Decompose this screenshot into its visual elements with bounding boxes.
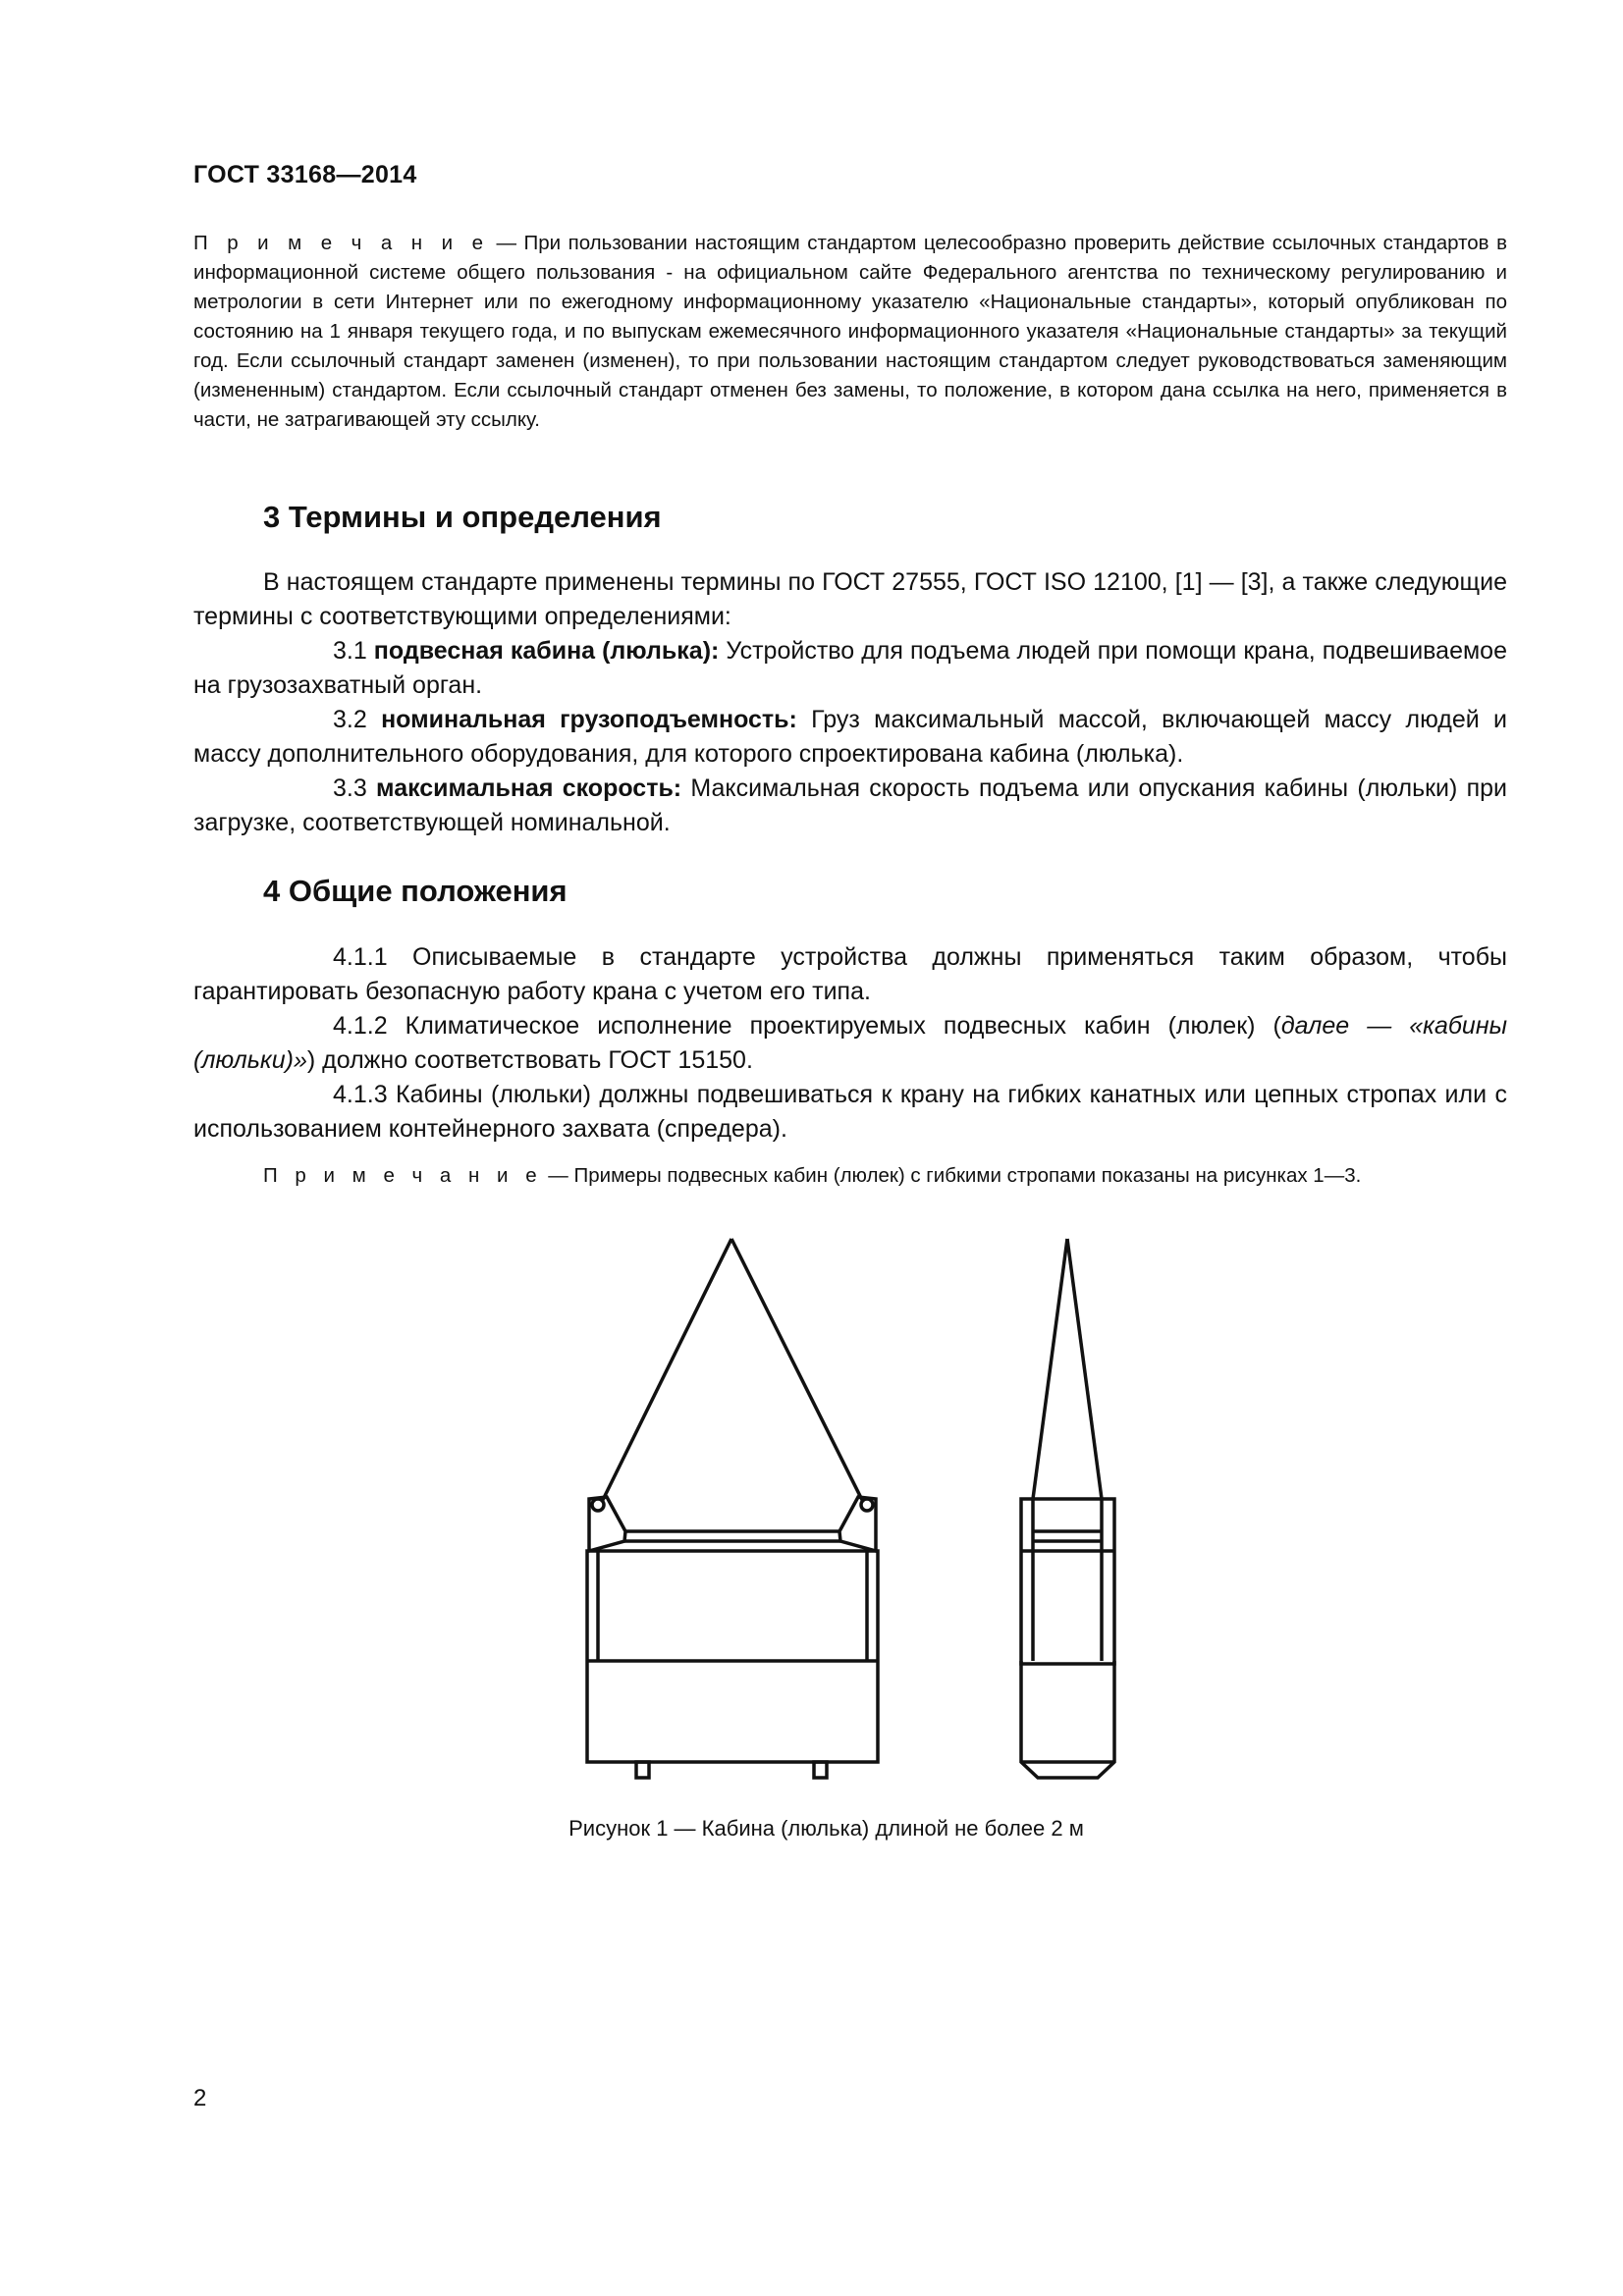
note-label: П р и м е ч а н и е (193, 232, 489, 254)
term-3-1: 3.1 подвесная кабина (люлька): Устройство для подъема людей при помощи крана, подвешиваемое на грузозахватный орган. (193, 637, 1507, 699)
cabin-front-view (587, 1239, 878, 1778)
cabin-foot-left (636, 1762, 649, 1778)
section-4-title: 4 Общие положения (263, 874, 568, 908)
cabin-foot-right (814, 1762, 827, 1778)
section-3-body (193, 565, 1507, 840)
page-number: 2 (193, 2085, 207, 2111)
note-text: — При пользовании настоящим стандартом целесообразно проверить действие ссылочных стандартов в информационной системе общего пользования - на официальном сайте Федерального агентства по техническому регулированию и метрологии в сети Интернет или по ежегодному информационному указателю «Национальные стандарты», который опубликован по состоянию на 1 января текущего года, и по выпускам ежемесячного информационного указателя «Национальные стандарты» за текущий год. Если ссылочный стандарт заменен (изменен), то при пользовании настоящим стандартом следует руководствоваться заменяющим (измененным) стандартом. Если ссылочный стандарт отменен без замены, то положение, в котором дана ссылка на него, применяется в части, не затрагивающей эту ссылку. (193, 232, 1507, 431)
lug-left (592, 1499, 604, 1511)
clause-4-1-1: 4.1.1 Описываемые в стандарте устройства должны применяться таким образом, чтобы гарантировать безопасную работу крана с учетом его типа. (193, 943, 1507, 1005)
cabin-body (587, 1551, 878, 1762)
term-name: номинальная грузоподъемность: (381, 706, 797, 733)
section-3-title: 3 Термины и определения (263, 500, 662, 534)
note-label: П р и м е ч а н и е (263, 1164, 543, 1187)
term-definition: Устройство для подъема людей при помощи крана, подвешиваемое на грузозахватный орган. (193, 637, 1507, 699)
lug-right (861, 1499, 873, 1511)
document-header: ГОСТ 33168—2014 (193, 161, 417, 188)
sling-right (731, 1239, 863, 1502)
clause-4-1-3: 4.1.3 Кабины (люльки) должны подвешиваться к крану на гибких канатных или цепных стропах или с использованием контейнерного захвата (спредера). (193, 1081, 1507, 1143)
term-definition: Груз максимальный массой, включающей массу людей и массу дополнительного оборудования, для которого спроектирована кабина (люлька). (193, 706, 1507, 768)
clause-4-1-2: 4.1.2 Климатическое исполнение проектируемых подвесных кабин (люлек) (далее — «кабины (люльки)») должно соответствовать ГОСТ 15150. (193, 1012, 1507, 1074)
section-3-intro: В настоящем стандарте применены термины по ГОСТ 27555, ГОСТ ISO 12100, [1] — [3], а также следующие термины с соответствующими определениями: (193, 568, 1507, 630)
cabin-drawing (550, 1215, 1139, 1785)
term-3-3: 3.3 максимальная скорость: Максимальная скорость подъема или опускания кабины (люльки) при загрузке, соответствующей номинальной. (193, 774, 1507, 836)
note-figure-examples (193, 1161, 1507, 1191)
term-name: подвесная кабина (люлька): (373, 637, 720, 665)
cabin-side-bottom (1021, 1661, 1114, 1778)
section-4-body (193, 940, 1507, 1147)
term-3-2: 3.2 номинальная грузоподъемность: Груз максимальный массой, включающей массу людей и массу дополнительного оборудования, для которого спроектирована кабина (люлька). (193, 706, 1507, 768)
figure-caption: Рисунок 1 — Кабина (люлька) длиной не более 2 м (568, 1816, 1084, 1841)
note-text: — Примеры подвесных кабин (люлек) с гибкими стропами показаны на рисунках 1—3. (542, 1164, 1362, 1187)
sling-left (602, 1239, 731, 1502)
cabin-top-frame (589, 1497, 625, 1551)
term-definition: Максимальная скорость подъема или опускания кабины (люльки) при загрузке, соответствующей номинальной. (193, 774, 1507, 836)
cabin-side-view (1021, 1239, 1114, 1778)
note-reference-standards (193, 229, 1507, 435)
term-name: максимальная скорость: (376, 774, 682, 802)
